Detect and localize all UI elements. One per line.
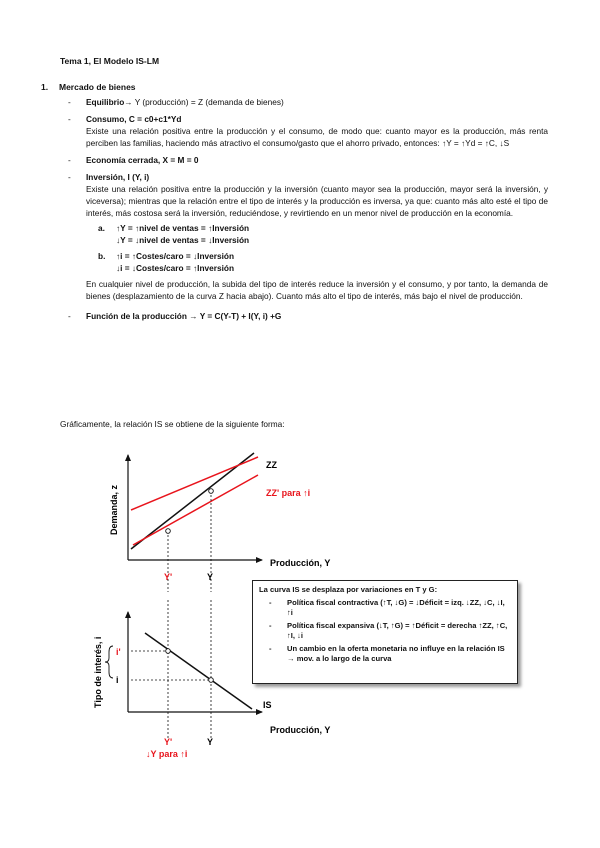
economia-heading: Economía cerrada, X = M = 0 <box>86 155 199 165</box>
top-tick-y: Y <box>207 572 214 582</box>
section-title: Mercado de bienes <box>59 82 136 92</box>
top-y-axis-label: Demanda, z <box>109 484 119 535</box>
inversion-heading: Inversión, I (Y, i) <box>86 172 150 182</box>
zz-label: ZZ <box>266 460 277 470</box>
box-dash: - <box>269 643 272 653</box>
is-point-i <box>209 678 214 683</box>
bullet-dash: - <box>68 311 71 321</box>
box-dash: - <box>269 597 272 607</box>
equilibrium-point-yprime <box>166 529 171 534</box>
is-label: IS <box>263 700 272 710</box>
consumo-text: Existe una relación positiva entre la producción y el consumo, de modo que: cuanto mayor es la producción, más renta perciben las familias, haciendo más atractivo el consumo/gasto que el ahorro privado, entonces: ↑Y = ↑Yd = ↑C, ↓S <box>86 126 548 148</box>
point-a-line1: ↑Y = ↑nivel de ventas = ↑Inversión <box>116 223 250 233</box>
is-point-iprime <box>166 649 171 654</box>
equilibrium-point-y <box>209 489 214 494</box>
point-a-label: a. <box>98 223 105 233</box>
point-b-label: b. <box>98 251 106 261</box>
box-item-text: Un cambio en la oferta monetaria no influye en la relación IS → mov. a lo largo de la curva <box>287 643 505 663</box>
bottom-tick-yprime: Y' <box>164 737 173 747</box>
box-item-contractiva <box>259 598 511 619</box>
inversion-text: Existe una relación positiva entre la producción y la inversión (cuanto mayor sea la producción, mayor será la inversión, y viceversa); mientras que la relación entre el tipo de interés y la producción es inversa, ya que: cuanto más alto esté el tipo de interés, más costosa será la inversión, reduciéndose, y revirtiendo en un menor nivel de producción en la economía. <box>86 184 548 218</box>
zz-prime-label: ZZ' para ↑i <box>266 488 311 498</box>
point-b-line2: ↓i = ↓Costes/caro = ↑Inversión <box>116 263 235 273</box>
box-dash: - <box>269 620 272 630</box>
is-curve <box>145 633 252 709</box>
point-b-line1: ↑i = ↑Costes/caro = ↓Inversión <box>116 251 235 261</box>
y-for-i-note: ↓Y para ↑i <box>146 749 188 759</box>
bullet-dash: - <box>68 155 71 165</box>
inversion-conclusion: En cualquier nivel de producción, la subida del tipo de interés reduce la inversión y el consumo, y por tanto, la demanda de bienes (desplazamiento de la curva Z hacia abajo). Cuanto más alto el tipo de interés, más bajo el nivel de producción. <box>86 279 548 301</box>
line-45-degree <box>131 453 254 549</box>
bottom-tick-y: Y <box>207 737 214 747</box>
is-shift-box <box>252 580 518 684</box>
bullet-dash: - <box>68 114 71 124</box>
bullet-dash: - <box>68 172 71 182</box>
section-number: 1. <box>41 82 49 92</box>
bottom-x-axis-label: Producción, Y <box>270 725 331 735</box>
point-a-line2: ↓Y = ↓nivel de ventas = ↓Inversión <box>116 235 250 245</box>
funcion-heading: Función de la producción → Y = C(Y-T) + I(Y, i) +G <box>86 311 282 321</box>
box-item-text: Política fiscal expansiva (↓T, ↑G) = ↑Déficit = derecha ↑ZZ, ↑C, ↑I, ↓i <box>287 620 508 640</box>
zz-prime-curve <box>133 475 258 545</box>
top-x-axis-label: Producción, Y <box>270 558 331 568</box>
consumo-heading: Consumo, C = c0+c1*Yd <box>86 114 182 124</box>
bottom-tick-i: i <box>116 675 119 685</box>
interest-brace <box>105 646 113 678</box>
box-item-monetaria <box>259 644 511 665</box>
equilibrio-definition: → Y (producción) = Z (demanda de bienes) <box>124 97 284 107</box>
document-title: Tema 1, El Modelo IS-LM <box>60 56 160 66</box>
bullet-dash: - <box>68 97 71 107</box>
box-item-text: Política fiscal contractiva (↑T, ↓G) = ↓Déficit = izq. ↓ZZ, ↓C, ↓I, ↑i <box>287 597 505 617</box>
top-tick-yprime: Y' <box>164 572 173 582</box>
bottom-y-axis-label: Tipo de interés, i <box>93 636 103 708</box>
zz-curve <box>131 457 258 510</box>
box-title: La curva IS se desplaza por variaciones en T y G: <box>259 585 438 594</box>
equilibrio-term: Equilibrio <box>86 97 125 107</box>
bottom-tick-iprime: i' <box>116 647 121 657</box>
box-item-expansiva <box>259 621 511 642</box>
graficamente-intro: Gráficamente, la relación IS se obtiene de la siguiente forma: <box>60 419 285 429</box>
